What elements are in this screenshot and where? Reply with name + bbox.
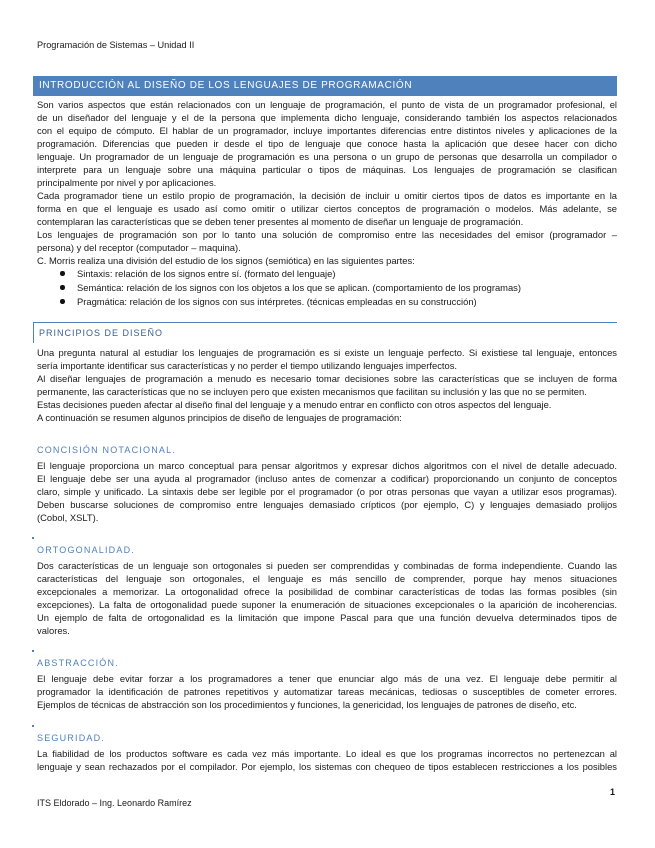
principios-body <box>37 346 617 424</box>
text-line: Estas decisiones pueden afectar al diseño final del lenguaje y a menudo entrar en conflicto con otros aspectos del lenguaje. <box>37 398 552 410</box>
paragraph <box>37 459 617 524</box>
paragraph-mark <box>32 725 34 727</box>
text-line: valores. <box>37 624 70 636</box>
bullet-icon <box>60 299 65 304</box>
text-line: C. Morris realiza una división del estudio de los signos (semiótica) en las siguientes partes: <box>37 254 415 266</box>
bullet-icon <box>60 271 65 276</box>
paragraph <box>37 398 617 411</box>
text-line: lenguaje y sean rechazados por el compilador. Por ejemplo, los sistemas con chequeo de tipos establecen restricciones a los posibles <box>37 760 617 772</box>
text-line: El lenguaje debe ser una ayuda al programador (incluso antes de comenzar a codificar) proporcionando un conjunto de conceptos <box>37 472 617 484</box>
heading-principios-de-diseno: PRINCIPIOS DE DISEÑO <box>33 322 617 343</box>
text-line: lenguaje. Un programador de un lenguaje de programación es una persona o un grupo de personas que desarrolla un compilador o <box>37 150 617 162</box>
abstraccion-body <box>37 672 617 711</box>
text-line: programación. Diferencias que pueden ir desde el tipo de lenguaje que conoce hasta la aplicación que desee hacer con dicho <box>37 137 617 149</box>
text-line: programador la identificación de patrones repetitivos y automatizar tareas mecánicas, tediosas o susceptibles de cometer errores. <box>37 685 617 697</box>
list-item <box>37 295 617 309</box>
list-item-text: Sintaxis: relación de los signos entre sí. (formato del lenguaje) <box>77 267 336 279</box>
running-footer: ITS Eldorado – Ing. Leonardo Ramírez <box>37 798 192 808</box>
paragraph <box>37 411 617 424</box>
text-line: Son varios aspectos que están relacionados con un lenguaje de programación, el punto de vista de un programador profesional, el <box>37 98 617 110</box>
text-line: Un ejemplo de falta de ortogonalidad es la limitación que impone Pascal para que una función devuelva determinados tipos de <box>37 611 617 623</box>
text-line: contemplaran las características que se deben tener presentes al momento de diseñar un lenguaje de programación. <box>37 215 524 227</box>
paragraph <box>37 346 617 372</box>
heading-concision-notacional: CONCISIÓN NOTACIONAL. <box>37 445 177 455</box>
paragraph <box>37 98 617 189</box>
text-line: Ejemplos de técnicas de abstracción son los procedimientos y funciones, la genericidad, los lenguajes de patrones de diseño, etc. <box>37 698 577 710</box>
text-line: La fiabilidad de los productos software es cada vez más importante. Lo ideal es que los programas incorrectos no pertenezcan al <box>37 747 617 759</box>
text-line: Los lenguajes de programación son por lo tanto una solución de compromiso entre las necesidades del emisor (programador – <box>37 228 617 240</box>
text-line: de un diseñador del lenguaje y el de la persona que implementa dicho lenguaje, considerando también los aspectos relacionados <box>37 111 617 123</box>
paragraph-mark <box>32 650 34 652</box>
text-line: El lenguaje proporciona un marco conceptual para pensar algoritmos y expresar dichos algoritmos con el nivel de detalle adecuado. <box>37 459 617 471</box>
chapter-banner-title: INTRODUCCIÓN AL DISEÑO DE LOS LENGUAJES DE PROGRAMACIÓN <box>33 76 617 96</box>
list-item-text: Pragmática: relación de los signos con sus intérpretes. (técnicas empleadas en su construcción) <box>77 295 477 307</box>
paragraph <box>37 672 617 711</box>
text-line: persona) y del receptor (computador – maquina). <box>37 241 241 253</box>
running-header: Programación de Sistemas – Unidad II <box>37 40 195 50</box>
text-line: El lenguaje debe evitar forzar a los programadores a tener que enunciar algo más de una vez. El lenguaje debe permitir al <box>37 672 617 684</box>
text-line: Una pregunta natural al estudiar los lenguajes de programación es si existe un lenguaje perfecto. Si existiese tal lenguaje, entonces <box>37 346 617 358</box>
text-line: excepciones). La falta de ortogonalidad puede suponer la enumeración de situaciones excepcionales o la aparición de incoherencias. <box>37 598 617 610</box>
heading-seguridad: SEGURIDAD. <box>37 733 106 743</box>
text-line: Dos características de un lenguaje son ortogonales si pueden ser comprendidas y combinadas de forma independiente. Cuando las <box>37 559 617 571</box>
page-number: 1 <box>610 787 616 797</box>
intro-body <box>37 98 617 267</box>
text-line: Al diseñar lenguajes de programación a menudo es necesario tomar decisiones sobre las características que se incluyen de forma <box>37 372 617 384</box>
text-line: interprete para un lenguaje sobre una máquina particular o tipos de máquinas. Los lenguajes de programación se clasifican <box>37 163 617 175</box>
bullet-icon <box>60 285 65 290</box>
list-item-text: Semántica: relación de los signos con los objetos a los que se aplican. (comportamiento de los programas) <box>77 281 521 293</box>
paragraph <box>37 189 617 228</box>
concision-body <box>37 459 617 524</box>
paragraph <box>37 372 617 398</box>
text-line: (Cobol, XSLT). <box>37 511 99 523</box>
text-line: A continuación se resumen algunos principios de diseño de lenguajes de programación: <box>37 411 402 423</box>
paragraph-mark <box>32 537 34 539</box>
text-line: con el equipo de cómputo. El hablar de un programador, incluye importantes diferencias entre distintos niveles y aplicaciones de la <box>37 124 617 136</box>
ortogonalidad-body <box>37 559 617 637</box>
text-line: excepcionales a memorizar. La ortogonalidad ofrece la posibilidad de combinar características de todas las formas posibles (sin <box>37 585 617 597</box>
text-line: forma en que el lenguaje es usado así como omitir o utilizar ciertos conceptos de programación o modelos. Más adelante, se <box>37 202 617 214</box>
seguridad-body <box>37 747 617 773</box>
list-item <box>37 267 617 281</box>
list-item <box>37 281 617 295</box>
text-line: Cada programador tiene un estilo propio de programación, la decisión de incluir u omitir ciertos tipos de datos es importante en la <box>37 189 617 201</box>
paragraph <box>37 228 617 254</box>
heading-ortogonalidad: ORTOGONALIDAD. <box>37 545 135 555</box>
heading-abstraccion: ABSTRACCIÓN. <box>37 658 119 668</box>
text-line: permanente, las características que no se incluyen pero que existen mecanismos que facilitan su inclusión y las que no se permiten. <box>37 385 587 397</box>
text-line: Deben buscarse soluciones de compromiso entre lenguajes demasiado crípticos (por ejemplo, C) y lenguajes demasiado prolijos <box>37 498 617 510</box>
paragraph <box>37 254 617 267</box>
text-line: principalmente por nivel y por aplicaciones. <box>37 176 217 188</box>
paragraph <box>37 559 617 637</box>
text-line: características del lenguaje son ortogonales, el lenguaje es más sencillo de comprender, porque hay menos situaciones <box>37 572 617 584</box>
text-line: claro, simple y unificado. La sintaxis debe ser legible por el programador (o por otras personas que vayan a utilizar esos programas). <box>37 485 617 497</box>
text-line: sería importante identificar sus características y no perder el tiempo utilizando lenguajes imperfectos. <box>37 359 457 371</box>
semiotics-bullet-list <box>37 267 617 309</box>
paragraph <box>37 747 617 773</box>
